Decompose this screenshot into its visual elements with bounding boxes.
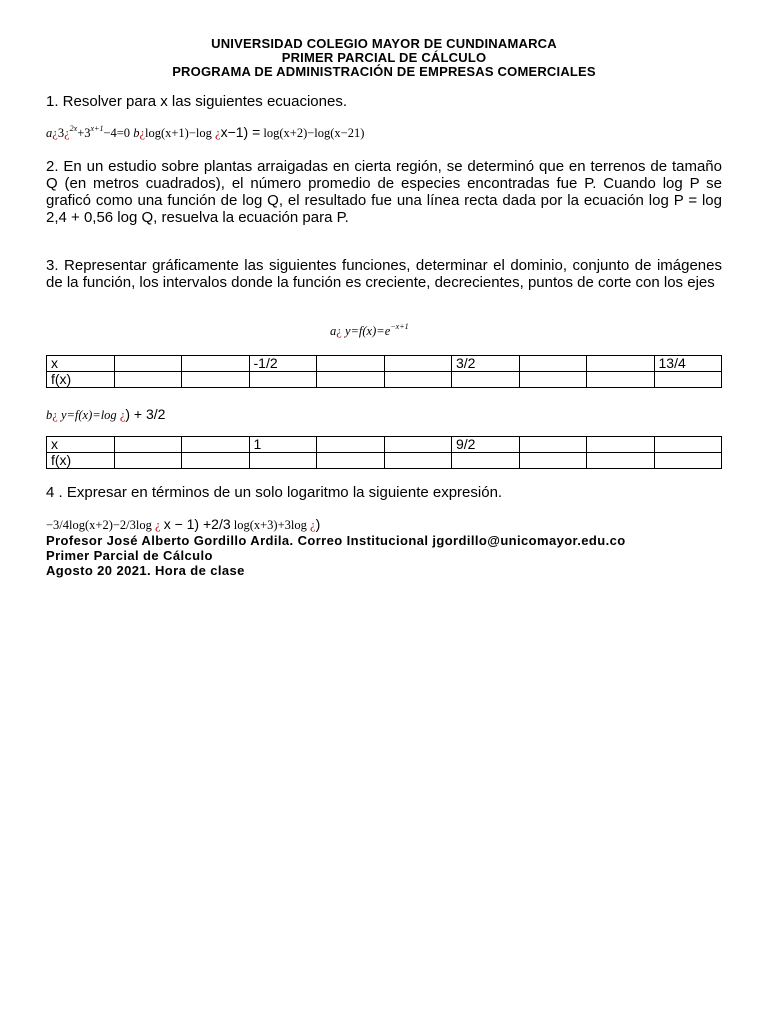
func-a-expr: y=f(x)=e bbox=[344, 324, 391, 338]
table-cell[interactable] bbox=[249, 453, 317, 469]
function-a bbox=[330, 322, 409, 339]
exam-name: Primer Parcial de Cálculo bbox=[46, 548, 213, 563]
table-cell[interactable] bbox=[114, 372, 182, 388]
func-b-expr: y=f(x)=log bbox=[60, 408, 117, 422]
eq-a-exponent-2: x+1 bbox=[90, 124, 104, 133]
table-cell[interactable]: 1 bbox=[249, 437, 317, 453]
glyph-marker: ¿ bbox=[52, 126, 58, 140]
document-footer bbox=[46, 533, 626, 578]
table-cell[interactable] bbox=[654, 372, 722, 388]
table-row bbox=[47, 356, 722, 372]
table-cell[interactable]: x bbox=[47, 356, 115, 372]
glyph-marker: ¿ bbox=[155, 518, 161, 532]
exam-date: Agosto 20 2021. Hora de clase bbox=[46, 563, 245, 578]
function-b bbox=[46, 406, 165, 423]
values-table-b bbox=[46, 436, 722, 469]
func-a-label: a bbox=[330, 324, 337, 338]
table-cell[interactable] bbox=[654, 453, 722, 469]
glyph-marker: ¿ bbox=[52, 408, 58, 422]
table-cell[interactable]: 9/2 bbox=[452, 437, 520, 453]
table-cell[interactable] bbox=[654, 437, 722, 453]
func-b-plain: ) + 3/2 bbox=[125, 406, 166, 422]
exam-title: PRIMER PARCIAL DE CÁLCULO bbox=[281, 50, 487, 65]
table-row bbox=[47, 372, 722, 388]
values-table-a bbox=[46, 355, 722, 388]
table-cell[interactable] bbox=[182, 453, 250, 469]
table-cell[interactable] bbox=[182, 356, 250, 372]
table-cell[interactable]: 13/4 bbox=[654, 356, 722, 372]
professor-info: Profesor José Alberto Gordillo Ardila. Correo Institucional jgordillo@unicomayor.edu.co bbox=[46, 533, 626, 548]
table-cell[interactable] bbox=[317, 437, 385, 453]
table-cell[interactable] bbox=[114, 453, 182, 469]
glyph-marker: ¿ bbox=[336, 324, 342, 338]
glyph-marker: ¿ bbox=[139, 126, 145, 140]
table-cell[interactable] bbox=[452, 453, 520, 469]
eq-b-label: b bbox=[133, 126, 140, 140]
table-cell[interactable]: f(x) bbox=[47, 453, 115, 469]
table-cell[interactable] bbox=[317, 356, 385, 372]
table-cell[interactable]: f(x) bbox=[47, 372, 115, 388]
program-name: PROGRAMA DE ADMINISTRACIÓN DE EMPRESAS COMERCIALES bbox=[172, 64, 596, 79]
table-cell[interactable] bbox=[587, 437, 655, 453]
university-name: UNIVERSIDAD COLEGIO MAYOR DE CUNDINAMARCA bbox=[211, 36, 557, 51]
glyph-marker: ¿ bbox=[119, 408, 126, 422]
table-row bbox=[47, 437, 722, 453]
table-cell[interactable] bbox=[384, 372, 452, 388]
question-4-text: 4 . Expresar en términos de un solo logaritmo la siguiente expresión. bbox=[46, 484, 503, 501]
table-cell[interactable] bbox=[587, 372, 655, 388]
expr-part-b: log(x+3)+3log bbox=[233, 518, 307, 532]
question-4-expression bbox=[46, 516, 320, 533]
question-3-text: 3. Representar gráficamente las siguientes funciones, determinar el dominio, conjunto de imágenes de la función, los intervalos donde la función es creciente, decrecientes, puntos de corte con los ejes bbox=[46, 257, 722, 291]
eq-a-label: a bbox=[46, 126, 53, 140]
table-row bbox=[47, 453, 722, 469]
table-cell[interactable]: x bbox=[47, 437, 115, 453]
glyph-marker: ¿ bbox=[64, 126, 70, 140]
glyph-marker: ¿ bbox=[215, 126, 221, 140]
table-cell[interactable] bbox=[317, 372, 385, 388]
table-cell[interactable] bbox=[587, 453, 655, 469]
table-cell[interactable] bbox=[519, 437, 587, 453]
document-header bbox=[0, 37, 768, 79]
expr-plain-2: ) bbox=[315, 516, 321, 532]
table-cell[interactable] bbox=[317, 453, 385, 469]
table-cell[interactable] bbox=[519, 356, 587, 372]
table-cell[interactable] bbox=[182, 437, 250, 453]
func-b-label: b bbox=[46, 408, 53, 422]
table-cell[interactable] bbox=[384, 453, 452, 469]
table-cell[interactable] bbox=[249, 372, 317, 388]
expr-part-a: −3/4log(x+2)−2/3log bbox=[46, 518, 152, 532]
question-1-text: 1. Resolver para x las siguientes ecuaciones. bbox=[46, 93, 347, 110]
eq-b-plain: x−1) = bbox=[220, 124, 261, 140]
eq-b-lhs: log(x+1)−log bbox=[145, 126, 212, 140]
eq-a-end: −4=0 bbox=[103, 126, 131, 140]
table-cell[interactable]: -1/2 bbox=[249, 356, 317, 372]
table-cell[interactable] bbox=[114, 437, 182, 453]
table-cell[interactable] bbox=[519, 453, 587, 469]
question-1-equations bbox=[46, 124, 364, 141]
table-cell[interactable] bbox=[519, 372, 587, 388]
eq-a-exponent-1: 2x bbox=[69, 124, 78, 133]
table-cell[interactable] bbox=[182, 372, 250, 388]
eq-a-base: 3 bbox=[57, 126, 65, 140]
table-cell[interactable] bbox=[452, 372, 520, 388]
table-cell[interactable] bbox=[384, 437, 452, 453]
table-cell[interactable]: 3/2 bbox=[452, 356, 520, 372]
table-cell[interactable] bbox=[587, 356, 655, 372]
question-2-text: 2. En un estudio sobre plantas arraigadas en cierta región, se determinó que en terrenos de tamaño Q (en metros cuadrados), el número promedio de especies encontradas fue P. Cuando log P se graficó como una función de log Q, el resultado fue una línea recta dada por la ecuación log P = log 2,4 + 0,56 log Q, resuelva la ecuación para P. bbox=[46, 158, 722, 226]
table-cell[interactable] bbox=[384, 356, 452, 372]
glyph-marker: ¿ bbox=[310, 518, 316, 532]
eq-a-middle: +3 bbox=[77, 126, 91, 140]
expr-plain-1: x − 1) +2/3 bbox=[163, 516, 231, 532]
func-a-exponent: −x+1 bbox=[390, 322, 409, 331]
eq-b-rhs: log(x+2)−log(x−21) bbox=[263, 126, 365, 140]
table-cell[interactable] bbox=[114, 356, 182, 372]
